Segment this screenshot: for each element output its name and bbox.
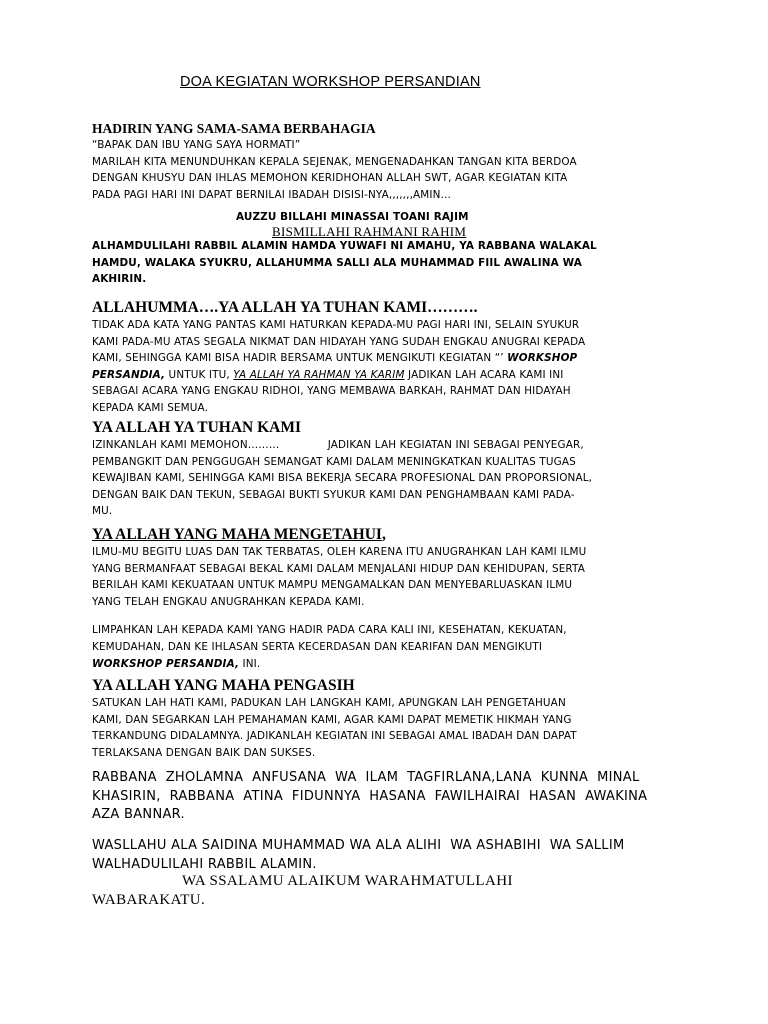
body-line: TERKANDUNG DIDALAMNYA. JADIKANLAH KEGIATAN INI SEBAGAI AMAL IBADAH DAN DAPAT [92, 730, 577, 743]
body-line: BERILAH KAMI KEKUATAAN UNTUK MAMPU MENGAMALKAN DAN MENYEBARLUASKAN ILMU [92, 579, 573, 592]
section-maha-mengetahui [92, 525, 682, 672]
body-line [92, 656, 682, 673]
closing-rabbana [92, 769, 682, 825]
body-line: IZINKANLAH KAMI MEMOHON……… JADIKAN LAH KEGIATAN INI SEBAGAI PENYEGAR, [92, 439, 584, 451]
closing-shalawat [92, 837, 682, 874]
workshop-persandia-emphasis: WORKSHOP PERSANDIA, [92, 657, 240, 670]
document-title: DOA KEGIATAN WORKSHOP PERSANDIAN [180, 74, 481, 90]
hamdalah-line: HAMDU, WALAKA SYUKRU, ALLAHUMMA SALLI ALA MUHAMMAD FIIL AWALINA WA [92, 256, 582, 269]
body-line-text: KAMI, SEHINGGA KAMI BISA HADIR BERSAMA UNTUK MENGIKUTI KEGIATAN “’ [92, 352, 508, 365]
body-line: SEBAGAI ACARA YANG ENGKAU RIDHOI, YANG MEMBAWA BARKAH, RAHMAT DAN HIDAYAH [92, 385, 571, 398]
body-line: KEMUDAHAN, DAN KE IHLASAN SERTA KECERDASAN DAN KEARIFAN DAN MENGIKUTI [92, 640, 543, 653]
opening-body [92, 137, 682, 203]
hamdalah-line: ALHAMDULILAHI RABBIL ALAMIN HAMDA YUWAFI NI AMAHU, YA RABBANA WALAKAL [92, 240, 597, 252]
section-heading-text: YA ALLAH YANG MAHA MENGETAHUI [92, 526, 382, 543]
section-heading: YA ALLAH YA TUHAN KAMI [92, 419, 302, 436]
opening-section [92, 120, 682, 203]
body-line-text: JADIKAN LAH ACARA KAMI INI [404, 368, 564, 381]
hamdalah-line: AKHIRIN. [92, 273, 147, 286]
body-line: DENGAN BAIK DAN TEKUN, SEBAGAI BUKTI SYUKUR KAMI DAN PENGHAMBAAN KAMI PADA- [92, 488, 575, 501]
closing-line: AZA BANNAR. [92, 807, 185, 822]
body-line: ILMU-MU BEGITU LUAS DAN TAK TERBATAS, OLEH KARENA ITU ANUGRAHKAN LAH KAMI ILMU [92, 546, 587, 558]
body-line [92, 350, 682, 367]
opening-line: PADA PAGI HARI INI DAPAT BERNILAI IBADAH DISISI-NYA,,,,,,,AMIN… [92, 188, 452, 201]
section-heading [92, 525, 682, 544]
section-body [92, 544, 682, 610]
opening-greeting: “BAPAK DAN IBU YANG SAYA HORMATI” [92, 139, 301, 151]
body-line-text: UNTUK ITU, [165, 368, 234, 381]
opening-line: DENGAN KHUSYU DAN IHLAS MEMOHON KERIDHOHAN ALLAH SWT, AGAR KEGIATAN KITA [92, 172, 568, 185]
section-body [92, 317, 682, 417]
body-line-text: INI. [239, 657, 261, 670]
section-heading: YA ALLAH YANG MAHA PENGASIH [92, 677, 355, 694]
workshop-emphasis: WORKSHOP [507, 352, 578, 365]
bismillah-line: BISMILLAHI RAHMANI RAHIM [272, 224, 467, 239]
body-line: KAMI PADA-MU ATAS SEGALA NIKMAT DAN HIDAYAH YANG SUDAH ENGKAU ANUGRAI KEPADA [92, 335, 586, 348]
body-line: TIDAK ADA KATA YANG PANTAS KAMI HATURKAN KEPADA-MU PAGI HARI INI, SELAIN SYUKUR [92, 319, 580, 331]
body-line [92, 367, 682, 384]
body-line: KAMI, DAN SEGARKAN LAH PEMAHAMAN KAMI, AGAR KAMI DAPAT MEMETIK HIKMAH YANG [92, 713, 572, 726]
auzzu-line: AUZZU BILLAHI MINASSAI TOANI RAJIM [236, 211, 469, 223]
body-line: LIMPAHKAN LAH KEPADA KAMI YANG HADIR PADA CARA KALI INI, KESEHATAN, KEKUATAN, [92, 624, 567, 637]
closing-line: RABBANA ZHOLAMNA ANFUSANA WA ILAM TAGFIRLANA,LANA KUNNA MINAL [92, 770, 640, 785]
body-line: TERLAKSANA DENGAN BAIK DAN SUKSES. [92, 746, 316, 759]
body-line: PEMBANGKIT DAN PENGGUGAH SEMANGAT KAMI DALAM MENINGKATKAN KUALITAS TUGAS [92, 455, 576, 468]
ya-allah-underlined: YA ALLAH YA RAHMAN YA KARIM [233, 368, 405, 381]
body-line: YANG BERMANFAAT SEBAGAI BEKAL KAMI DALAM MENJALANI HIDUP DAN KEHIDUPAN, SERTA [92, 562, 585, 575]
section-maha-pengasih [92, 676, 682, 761]
opening-heading: HADIRIN YANG SAMA-SAMA BERBAHAGIA [92, 121, 376, 136]
salam-line: WABARAKATU. [92, 891, 206, 908]
section-heading-tail: , [381, 526, 386, 543]
closing-line: WALHADULILAHI RABBIL ALAMIN. [92, 856, 317, 872]
body-line: YANG TELAH ENGKAU ANUGRAHKAN KEPADA KAMI. [92, 595, 365, 608]
section-heading: ALLAHUMMA….YA ALLAH YA TUHAN KAMI………. [92, 299, 478, 316]
body-line: SATUKAN LAH HATI KAMI, PADUKAN LAH LANGKAH KAMI, APUNGKAN LAH PENGETAHUAN [92, 697, 566, 709]
section-tuhan-kami [92, 418, 682, 520]
section-allahumma [92, 298, 682, 417]
closing-line: KHASIRIN, RABBANA ATINA FIDUNNYA HASANA FAWILHAIRAI HASAN AWAKINA [92, 788, 648, 804]
opening-line: MARILAH KITA MENUNDUHKAN KEPALA SEJENAK, MENGENADAHKAN TANGAN KITA BERDOA [92, 155, 577, 168]
section-body [92, 437, 682, 520]
body-line: MU. [92, 505, 113, 518]
body-line: KEWAJIBAN KAMI, SEHINGGA KAMI BISA BEKERJA SECARA PROFESIONAL DAN PROPORSIONAL, [92, 472, 593, 485]
section-body [92, 695, 682, 761]
closing-salam [92, 872, 513, 909]
hamdalah-paragraph [92, 238, 682, 288]
persandia-emphasis: PERSANDIA, [92, 368, 166, 381]
body-line: KEPADA KAMI SEMUA. [92, 401, 209, 414]
closing-line: WASLLAHU ALA SAIDINA MUHAMMAD WA ALA ALIHI WA ASHABIHI WA SALLIM [92, 838, 625, 853]
section-body-second [92, 622, 682, 672]
salam-line: WA SSALAMU ALAIKUM WARAHMATULLAHI [182, 873, 513, 889]
